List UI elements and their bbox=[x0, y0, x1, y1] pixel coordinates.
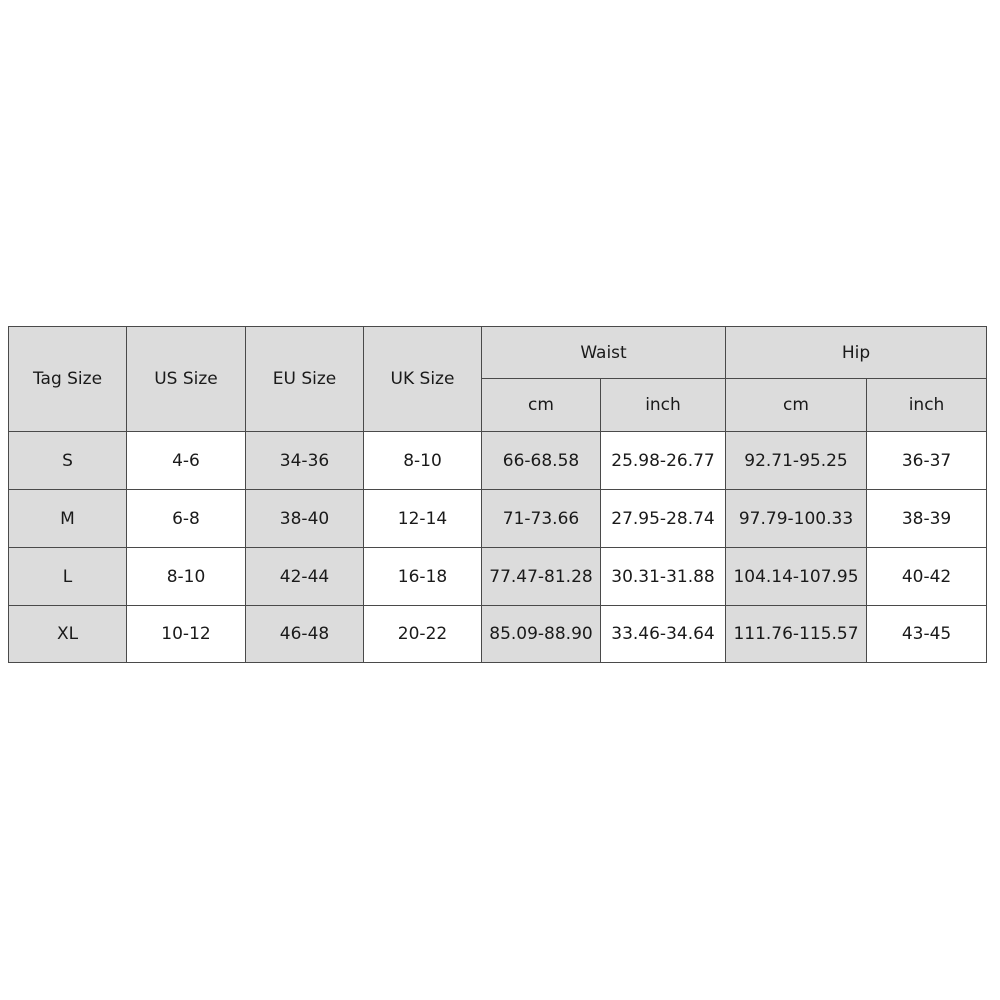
cell-eu-size: 42-44 bbox=[246, 548, 364, 606]
cell-hip-cm: 104.14-107.95 bbox=[726, 548, 867, 606]
cell-waist-inch: 27.95-28.74 bbox=[601, 490, 726, 548]
cell-eu-size: 34-36 bbox=[246, 432, 364, 490]
cell-eu-size: 38-40 bbox=[246, 490, 364, 548]
table-row bbox=[9, 606, 987, 663]
cell-uk-size: 12-14 bbox=[364, 490, 482, 548]
cell-hip-inch: 43-45 bbox=[867, 606, 987, 663]
header-hip-cm: cm bbox=[726, 379, 867, 432]
header-hip-inch: inch bbox=[867, 379, 987, 432]
cell-hip-inch: 38-39 bbox=[867, 490, 987, 548]
header-eu-size: EU Size bbox=[246, 327, 364, 432]
cell-tag-size: M bbox=[9, 490, 127, 548]
cell-waist-cm: 85.09-88.90 bbox=[482, 606, 601, 663]
cell-tag-size: XL bbox=[9, 606, 127, 663]
cell-hip-cm: 111.76-115.57 bbox=[726, 606, 867, 663]
table-row bbox=[9, 548, 987, 606]
cell-hip-cm: 92.71-95.25 bbox=[726, 432, 867, 490]
cell-tag-size: S bbox=[9, 432, 127, 490]
cell-waist-cm: 77.47-81.28 bbox=[482, 548, 601, 606]
cell-hip-inch: 40-42 bbox=[867, 548, 987, 606]
header-waist-inch: inch bbox=[601, 379, 726, 432]
cell-us-size: 8-10 bbox=[127, 548, 246, 606]
table-row bbox=[9, 432, 987, 490]
cell-waist-cm: 66-68.58 bbox=[482, 432, 601, 490]
cell-uk-size: 20-22 bbox=[364, 606, 482, 663]
cell-hip-inch: 36-37 bbox=[867, 432, 987, 490]
cell-tag-size: L bbox=[9, 548, 127, 606]
cell-eu-size: 46-48 bbox=[246, 606, 364, 663]
header-tag-size: Tag Size bbox=[9, 327, 127, 432]
cell-waist-inch: 30.31-31.88 bbox=[601, 548, 726, 606]
cell-uk-size: 16-18 bbox=[364, 548, 482, 606]
header-hip: Hip bbox=[726, 327, 987, 379]
cell-us-size: 4-6 bbox=[127, 432, 246, 490]
table-row bbox=[9, 490, 987, 548]
header-uk-size: UK Size bbox=[364, 327, 482, 432]
size-chart-table bbox=[8, 326, 987, 663]
header-waist: Waist bbox=[482, 327, 726, 379]
cell-waist-cm: 71-73.66 bbox=[482, 490, 601, 548]
cell-us-size: 10-12 bbox=[127, 606, 246, 663]
cell-waist-inch: 25.98-26.77 bbox=[601, 432, 726, 490]
header-us-size: US Size bbox=[127, 327, 246, 432]
cell-uk-size: 8-10 bbox=[364, 432, 482, 490]
header-waist-cm: cm bbox=[482, 379, 601, 432]
cell-us-size: 6-8 bbox=[127, 490, 246, 548]
cell-waist-inch: 33.46-34.64 bbox=[601, 606, 726, 663]
cell-hip-cm: 97.79-100.33 bbox=[726, 490, 867, 548]
